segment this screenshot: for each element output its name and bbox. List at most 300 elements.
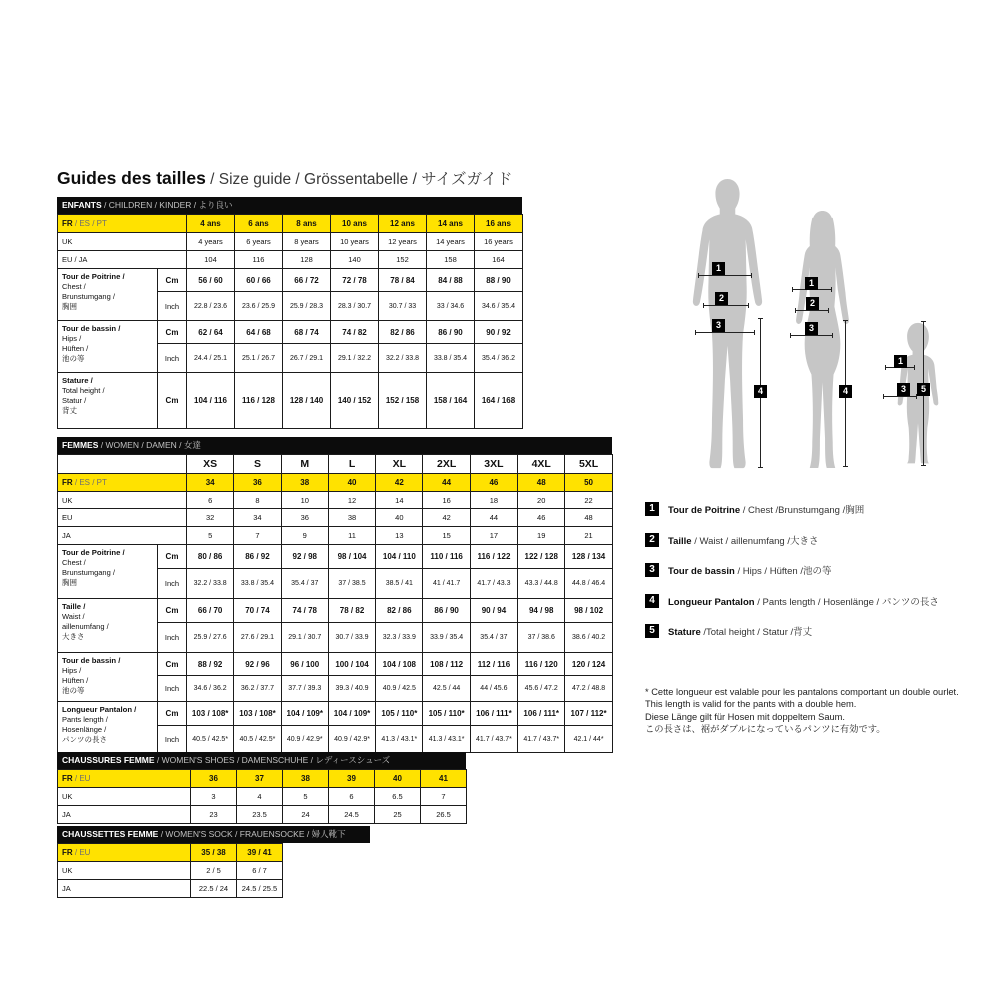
femmes-inch-value-cell: 34.6 / 36.2 <box>187 676 234 702</box>
enfants-row-label-cell: EU / JA <box>58 251 187 269</box>
child-chest-marker-badge: 1 <box>894 355 907 368</box>
femmes-value-cell: 42 <box>376 474 423 492</box>
enfants-measure-label-cell <box>58 321 158 373</box>
femmes-value-cell: 13 <box>376 527 423 545</box>
legend-label-main: Longueur Pantalon <box>668 596 755 608</box>
femmes-measure-cm-row <box>58 599 613 623</box>
femmes-value-cell: 9 <box>281 527 328 545</box>
femmes-value-cell: 38 <box>328 509 375 527</box>
legend-label <box>668 502 864 516</box>
chaussures-value-cell: 6.5 <box>375 788 421 806</box>
enfants-value-cell: 4 ans <box>187 215 235 233</box>
legend-label-main: Tour de bassin <box>668 566 735 577</box>
women-socks-subtitle: / WOMEN'S SOCK / FRAUENSOCKE / 婦人靴下 <box>158 829 346 839</box>
femmes-measure-label-line: Hüften / <box>62 676 89 686</box>
enfants-value-cell: 140 <box>331 251 379 269</box>
chaussettes-value-cell: 24.5 / 25.5 <box>237 880 283 898</box>
enfants-cm-value-cell: 78 / 84 <box>379 269 427 292</box>
footnote-line: * Cette longueur est valable pour les pantalons comportant un double ourlet. <box>645 687 959 697</box>
women-table <box>57 454 613 753</box>
femmes-size-name-cell: 4XL <box>518 455 565 474</box>
children-table-header <box>57 197 522 214</box>
femmes-cm-value-cell: 105 / 110* <box>376 702 423 726</box>
femmes-inch-value-cell: 47.2 / 48.8 <box>565 676 612 702</box>
enfants-inch-value-cell: 22.8 / 23.6 <box>187 292 235 321</box>
femmes-value-cell: 20 <box>518 492 565 509</box>
chaussures-row-uk <box>58 788 467 806</box>
enfants-value-cell: 4 years <box>187 233 235 251</box>
legend-label-rest: / Waist / aillenumfang /大きさ <box>691 535 819 547</box>
legend-number-badge: 5 <box>645 624 659 638</box>
femmes-inch-value-cell: 27.6 / 29.1 <box>234 623 281 653</box>
femmes-inch-value-cell: 39.3 / 40.9 <box>328 676 375 702</box>
femmes-value-cell: 32 <box>187 509 234 527</box>
femmes-cm-value-cell: 78 / 82 <box>328 599 375 623</box>
femmes-value-cell: 38 <box>281 474 328 492</box>
enfants-measure-label-line: 胸囲 <box>62 301 77 311</box>
chaussures-value-cell: 4 <box>237 788 283 806</box>
femmes-inch-value-cell: 38.5 / 41 <box>376 569 423 599</box>
femmes-value-cell: 16 <box>423 492 470 509</box>
chaussures-value-cell: 24 <box>283 806 329 824</box>
children-table <box>57 214 523 429</box>
unit-inch-cell: Inch <box>158 726 187 753</box>
enfants-inch-value-cell: 24.4 / 25.1 <box>187 344 235 373</box>
femmes-cm-value-cell: 106 / 111* <box>470 702 517 726</box>
legend-item-1 <box>645 502 939 516</box>
femmes-value-cell: 48 <box>518 474 565 492</box>
legend-item-2 <box>645 533 939 547</box>
women-shoes-table <box>57 752 467 824</box>
measurement-legend <box>645 502 939 655</box>
femmes-cm-value-cell: 80 / 86 <box>187 545 234 569</box>
femmes-row-fr <box>58 474 613 492</box>
femmes-cm-value-cell: 104 / 108 <box>376 653 423 676</box>
femmes-cm-value-cell: 66 / 70 <box>187 599 234 623</box>
chaussures-value-cell: 5 <box>283 788 329 806</box>
chaussures-value-cell: 23 <box>191 806 237 824</box>
enfants-row-uk <box>58 233 523 251</box>
woman-pants-marker-badge: 4 <box>839 385 852 398</box>
body-measurement-figure <box>655 170 975 482</box>
women-socks-grid <box>57 843 283 898</box>
femmes-inch-value-cell: 32.3 / 33.9 <box>376 623 423 653</box>
enfants-measure-cm-row <box>58 373 523 429</box>
enfants-inch-value-cell: 30.7 / 33 <box>379 292 427 321</box>
femmes-measure-label-cell <box>58 599 158 653</box>
legend-number-badge: 3 <box>645 563 659 577</box>
femmes-cm-value-cell: 128 / 134 <box>565 545 612 569</box>
femmes-value-cell: 50 <box>565 474 612 492</box>
femmes-cm-value-cell: 92 / 98 <box>281 545 328 569</box>
femmes-inch-value-cell: 45.6 / 47.2 <box>518 676 565 702</box>
chaussettes-row-ja <box>58 880 283 898</box>
femmes-cm-value-cell: 86 / 92 <box>234 545 281 569</box>
femmes-inch-value-cell: 41.7 / 43.7* <box>470 726 517 753</box>
femmes-value-cell: 21 <box>565 527 612 545</box>
femmes-size-name-cell: L <box>328 455 375 474</box>
femmes-cm-value-cell: 110 / 116 <box>423 545 470 569</box>
unit-cm-cell: Cm <box>158 653 187 676</box>
enfants-inch-value-cell: 26.7 / 29.1 <box>283 344 331 373</box>
enfants-cm-value-cell: 56 / 60 <box>187 269 235 292</box>
enfants-value-cell: 14 ans <box>427 215 475 233</box>
women-shoes-subtitle: / WOMEN'S SHOES / DAMENSCHUHE / レディースシューズ <box>154 755 391 765</box>
enfants-measure-label-cell <box>58 269 158 321</box>
enfants-value-cell: 16 years <box>475 233 523 251</box>
chaussures-row-label-cell <box>58 770 191 788</box>
femmes-size-name-cell: 5XL <box>565 455 612 474</box>
femmes-measure-cm-row <box>58 653 613 676</box>
femmes-cm-value-cell: 116 / 120 <box>518 653 565 676</box>
femmes-cm-value-cell: 120 / 124 <box>565 653 612 676</box>
woman-chest-marker-badge: 1 <box>805 277 818 290</box>
enfants-measure-label-line: Brunstumgang / <box>62 292 115 302</box>
chaussures-value-cell: 6 <box>329 788 375 806</box>
femmes-cm-value-cell: 96 / 100 <box>281 653 328 676</box>
femmes-value-cell: 22 <box>565 492 612 509</box>
femmes-cm-value-cell: 107 / 112* <box>565 702 612 726</box>
enfants-row-label-main: FR <box>62 219 73 228</box>
unit-inch-cell: Inch <box>158 676 187 702</box>
femmes-value-cell: 17 <box>470 527 517 545</box>
femmes-value-cell: 44 <box>423 474 470 492</box>
unit-inch-cell: Inch <box>158 569 187 599</box>
femmes-row-label-cell <box>58 474 187 492</box>
femmes-inch-value-cell: 37.7 / 39.3 <box>281 676 328 702</box>
enfants-value-cell: 8 years <box>283 233 331 251</box>
femmes-cm-value-cell: 105 / 110* <box>423 702 470 726</box>
women-size-table <box>57 437 613 753</box>
enfants-cm-value-cell: 84 / 88 <box>427 269 475 292</box>
man-pants-marker-badge: 4 <box>754 385 767 398</box>
enfants-cm-value-cell: 104 / 116 <box>187 373 235 429</box>
legend-item-3 <box>645 563 939 577</box>
enfants-value-cell: 14 years <box>427 233 475 251</box>
femmes-measure-label-line: Tour de Poitrine / <box>62 548 125 557</box>
legend-label-main: Tour de Poitrine <box>668 505 741 516</box>
legend-label <box>668 594 939 608</box>
enfants-value-cell: 116 <box>235 251 283 269</box>
enfants-value-cell: 16 ans <box>475 215 523 233</box>
femmes-row-label-cell: EU <box>58 509 187 527</box>
femmes-value-cell: 46 <box>518 509 565 527</box>
femmes-row-ja <box>58 527 613 545</box>
child-stature-marker-badge: 5 <box>917 383 930 396</box>
enfants-measure-label-line: Hüften / <box>62 344 89 354</box>
enfants-row-label-cell <box>58 215 187 233</box>
chaussettes-row-fr <box>58 844 283 862</box>
femmes-measure-label-line: Taille / <box>62 602 86 611</box>
enfants-inch-value-cell: 34.6 / 35.4 <box>475 292 523 321</box>
femmes-value-cell: 8 <box>234 492 281 509</box>
enfants-inch-value-cell: 35.4 / 36.2 <box>475 344 523 373</box>
femmes-inch-value-cell: 40.9 / 42.9* <box>328 726 375 753</box>
enfants-inch-value-cell: 23.6 / 25.9 <box>235 292 283 321</box>
chaussettes-row-uk <box>58 862 283 880</box>
legend-label-rest: / Pants length / Hosenlänge / パンツの長さ <box>754 596 939 608</box>
femmes-measure-label-line: 胸囲 <box>62 577 77 587</box>
femmes-measure-label-cell <box>58 702 158 753</box>
enfants-inch-value-cell: 25.9 / 28.3 <box>283 292 331 321</box>
enfants-cm-value-cell: 64 / 68 <box>235 321 283 344</box>
chaussettes-value-cell: 35 / 38 <box>191 844 237 862</box>
femmes-cm-value-cell: 98 / 102 <box>565 599 612 623</box>
chaussures-row-ja <box>58 806 467 824</box>
chaussettes-row-label-cell <box>58 844 191 862</box>
enfants-value-cell: 12 years <box>379 233 427 251</box>
femmes-cm-value-cell: 100 / 104 <box>328 653 375 676</box>
femmes-value-cell: 34 <box>234 509 281 527</box>
chaussettes-row-label-cell: UK <box>58 862 191 880</box>
enfants-cm-value-cell: 158 / 164 <box>427 373 475 429</box>
femmes-cm-value-cell: 104 / 109* <box>328 702 375 726</box>
femmes-inch-value-cell: 33.9 / 35.4 <box>423 623 470 653</box>
enfants-value-cell: 6 years <box>235 233 283 251</box>
femmes-value-cell: 42 <box>423 509 470 527</box>
enfants-value-cell: 158 <box>427 251 475 269</box>
page-title <box>57 167 513 189</box>
enfants-value-cell: 152 <box>379 251 427 269</box>
femmes-cm-value-cell: 104 / 110 <box>376 545 423 569</box>
femmes-inch-value-cell: 41 / 41.7 <box>423 569 470 599</box>
woman-hips-marker-badge: 3 <box>805 322 818 335</box>
enfants-measure-label-line: Hips / <box>62 334 82 344</box>
enfants-measure-label-line: 池の等 <box>62 353 85 363</box>
femmes-value-cell: 14 <box>376 492 423 509</box>
woman-waist-measure-line <box>795 310 829 311</box>
femmes-inch-value-cell: 42.1 / 44* <box>565 726 612 753</box>
femmes-inch-value-cell: 35.4 / 37 <box>281 569 328 599</box>
women-table-title: FEMMES <box>62 440 99 450</box>
children-table-subtitle: / CHILDREN / KINDER / より良い <box>101 200 233 210</box>
legend-label <box>668 533 818 547</box>
femmes-cm-value-cell: 88 / 92 <box>187 653 234 676</box>
enfants-measure-label-line: Stature / <box>62 376 93 385</box>
femmes-value-cell: 48 <box>565 509 612 527</box>
femmes-cm-value-cell: 70 / 74 <box>234 599 281 623</box>
unit-cm-cell: Cm <box>158 545 187 569</box>
femmes-value-cell: 40 <box>376 509 423 527</box>
femmes-measure-label-line: Chest / <box>62 558 86 568</box>
femmes-inch-value-cell: 37 / 38.5 <box>328 569 375 599</box>
femmes-cm-value-cell: 90 / 94 <box>470 599 517 623</box>
enfants-value-cell: 164 <box>475 251 523 269</box>
chaussures-row-label-cell: JA <box>58 806 191 824</box>
femmes-inch-value-cell: 40.5 / 42.5* <box>187 726 234 753</box>
chaussures-row-fr <box>58 770 467 788</box>
man-waist-marker-badge: 2 <box>715 292 728 305</box>
women-table-header <box>57 437 612 454</box>
femmes-inch-value-cell: 30.7 / 33.9 <box>328 623 375 653</box>
woman-silhouette <box>780 210 865 471</box>
chaussures-value-cell: 24.5 <box>329 806 375 824</box>
femmes-row-label-cell: UK <box>58 492 187 509</box>
chaussures-value-cell: 40 <box>375 770 421 788</box>
femmes-measure-label-line: Pants length / <box>62 715 108 725</box>
femmes-inch-value-cell: 41.3 / 43.1* <box>423 726 470 753</box>
femmes-value-cell: 19 <box>518 527 565 545</box>
enfants-inch-value-cell: 33.8 / 35.4 <box>427 344 475 373</box>
legend-item-4 <box>645 594 939 608</box>
unit-cm-cell: Cm <box>158 373 187 429</box>
enfants-value-cell: 8 ans <box>283 215 331 233</box>
enfants-value-cell: 128 <box>283 251 331 269</box>
man-hips-marker-badge: 3 <box>712 319 725 332</box>
chaussures-value-cell: 36 <box>191 770 237 788</box>
enfants-cm-value-cell: 164 / 168 <box>475 373 523 429</box>
femmes-inch-value-cell: 43.3 / 44.8 <box>518 569 565 599</box>
chaussettes-value-cell: 6 / 7 <box>237 862 283 880</box>
legend-label-rest: / Chest /Brunstumgang /胸囲 <box>740 505 865 516</box>
unit-cm-cell: Cm <box>158 702 187 726</box>
enfants-value-cell: 12 ans <box>379 215 427 233</box>
women-shoes-header <box>57 752 466 769</box>
femmes-measure-label-line: Hips / <box>62 666 82 676</box>
femmes-cm-value-cell: 108 / 112 <box>423 653 470 676</box>
femmes-cm-value-cell: 92 / 96 <box>234 653 281 676</box>
child-hips-marker-badge: 3 <box>897 383 910 396</box>
legend-item-5 <box>645 624 939 638</box>
femmes-value-cell: 7 <box>234 527 281 545</box>
enfants-cm-value-cell: 116 / 128 <box>235 373 283 429</box>
enfants-value-cell: 10 years <box>331 233 379 251</box>
enfants-inch-value-cell: 32.2 / 33.8 <box>379 344 427 373</box>
enfants-cm-value-cell: 88 / 90 <box>475 269 523 292</box>
femmes-value-cell: 36 <box>281 509 328 527</box>
chaussettes-value-cell: 2 / 5 <box>191 862 237 880</box>
enfants-inch-value-cell: 29.1 / 32.2 <box>331 344 379 373</box>
legend-number-badge: 1 <box>645 502 659 516</box>
enfants-cm-value-cell: 82 / 86 <box>379 321 427 344</box>
enfants-measure-label-line: Tour de bassin / <box>62 324 121 333</box>
femmes-value-cell: 11 <box>328 527 375 545</box>
unit-cm-cell: Cm <box>158 321 187 344</box>
femmes-cm-value-cell: 98 / 104 <box>328 545 375 569</box>
femmes-value-cell: 46 <box>470 474 517 492</box>
woman-hips-measure-line <box>790 335 833 336</box>
enfants-measure-label-line: Tour de Poitrine / <box>62 272 125 281</box>
femmes-inch-value-cell: 40.5 / 42.5* <box>234 726 281 753</box>
chaussettes-row-label-main: FR <box>62 848 73 857</box>
femmes-cm-value-cell: 74 / 78 <box>281 599 328 623</box>
chaussettes-row-label-cell: JA <box>58 880 191 898</box>
enfants-measure-label-line: 背丈 <box>62 405 77 415</box>
femmes-inch-value-cell: 44 / 45.6 <box>470 676 517 702</box>
legend-label-rest: /Total height / Statur /背丈 <box>700 627 813 638</box>
femmes-measure-label-line: Hosenlänge / <box>62 725 107 735</box>
footnote-line: This length is valid for the pants with a double hem. <box>645 699 857 710</box>
enfants-cm-value-cell: 68 / 74 <box>283 321 331 344</box>
femmes-size-name-cell: 2XL <box>423 455 470 474</box>
women-table-subtitle: / WOMEN / DAMEN / 女達 <box>98 440 201 450</box>
enfants-row-eu-ja <box>58 251 523 269</box>
femmes-cm-value-cell: 106 / 111* <box>518 702 565 726</box>
femmes-value-cell: 5 <box>187 527 234 545</box>
unit-inch-cell: Inch <box>158 292 187 321</box>
femmes-inch-value-cell: 32.2 / 33.8 <box>187 569 234 599</box>
man-chest-marker-badge: 1 <box>712 262 725 275</box>
enfants-measure-label-line: Chest / <box>62 282 86 292</box>
legend-label-rest: / Hips / Hüften /池の等 <box>734 566 832 577</box>
enfants-inch-value-cell: 28.3 / 30.7 <box>331 292 379 321</box>
femmes-cm-value-cell: 82 / 86 <box>376 599 423 623</box>
enfants-inch-value-cell: 33 / 34.6 <box>427 292 475 321</box>
femmes-measure-label-line: 池の等 <box>62 685 85 695</box>
enfants-measure-cm-row <box>58 269 523 292</box>
femmes-cm-value-cell: 116 / 122 <box>470 545 517 569</box>
chaussures-value-cell: 7 <box>421 788 467 806</box>
child-hips-measure-line <box>883 396 917 397</box>
femmes-size-name-cell: XS <box>187 455 234 474</box>
femmes-row-label-rest: / ES / PT <box>72 478 107 487</box>
femmes-measure-label-line: Waist / <box>62 612 85 622</box>
enfants-cm-value-cell: 62 / 64 <box>187 321 235 344</box>
femmes-cm-value-cell: 112 / 116 <box>470 653 517 676</box>
femmes-value-cell: 10 <box>281 492 328 509</box>
enfants-cm-value-cell: 90 / 92 <box>475 321 523 344</box>
children-table-title: ENFANTS <box>62 200 102 210</box>
femmes-cm-value-cell: 122 / 128 <box>518 545 565 569</box>
femmes-inch-value-cell: 37 / 38.6 <box>518 623 565 653</box>
enfants-cm-value-cell: 128 / 140 <box>283 373 331 429</box>
chaussures-value-cell: 26.5 <box>421 806 467 824</box>
femmes-row-label-main: FR <box>62 478 73 487</box>
femmes-value-cell: 15 <box>423 527 470 545</box>
woman-waist-marker-badge: 2 <box>806 297 819 310</box>
femmes-corner-cell <box>58 455 187 474</box>
femmes-size-name-cell: M <box>281 455 328 474</box>
women-shoes-title: CHAUSSURES FEMME <box>62 755 155 765</box>
double-hem-footnote <box>645 686 983 736</box>
femmes-inch-value-cell: 35.4 / 37 <box>470 623 517 653</box>
femmes-inch-value-cell: 41.7 / 43.7* <box>518 726 565 753</box>
footnote-line: この長さは、裾がダブルになっているパンツに有効です。 <box>645 724 886 735</box>
chaussures-value-cell: 38 <box>283 770 329 788</box>
chaussettes-value-cell: 22.5 / 24 <box>191 880 237 898</box>
enfants-row-label-rest: / ES / PT <box>72 219 107 228</box>
femmes-row-eu <box>58 509 613 527</box>
chaussures-row-label-main: FR <box>62 774 73 783</box>
footnote-line: Diese Länge gilt für Hosen mit doppeltem Saum. <box>645 711 845 722</box>
enfants-cm-value-cell: 152 / 158 <box>379 373 427 429</box>
femmes-measure-label-line: Tour de bassin / <box>62 656 121 665</box>
enfants-value-cell: 10 ans <box>331 215 379 233</box>
femmes-value-cell: 12 <box>328 492 375 509</box>
page-title-rest: / Size guide / Grössentabelle / サイズガイド <box>205 171 513 188</box>
femmes-measure-label-cell <box>58 545 158 599</box>
chaussures-row-label-rest: / EU <box>72 774 91 783</box>
femmes-inch-value-cell: 33.8 / 35.4 <box>234 569 281 599</box>
chaussures-row-label-cell: UK <box>58 788 191 806</box>
femmes-value-cell: 18 <box>470 492 517 509</box>
unit-inch-cell: Inch <box>158 623 187 653</box>
femmes-cm-value-cell: 86 / 90 <box>423 599 470 623</box>
legend-number-badge: 4 <box>645 594 659 608</box>
femmes-inch-value-cell: 44.8 / 46.4 <box>565 569 612 599</box>
femmes-inch-value-cell: 41.3 / 43.1* <box>376 726 423 753</box>
femmes-value-cell: 44 <box>470 509 517 527</box>
femmes-inch-value-cell: 38.6 / 40.2 <box>565 623 612 653</box>
chaussures-value-cell: 39 <box>329 770 375 788</box>
femmes-inch-value-cell: 42.5 / 44 <box>423 676 470 702</box>
femmes-measure-label-line: パンツの長さ <box>62 734 107 744</box>
femmes-size-names-row <box>58 455 613 474</box>
page-title-main: Guides des tailles <box>57 168 206 188</box>
chaussures-value-cell: 37 <box>237 770 283 788</box>
femmes-inch-value-cell: 36.2 / 37.7 <box>234 676 281 702</box>
enfants-measure-label-line: Total height / <box>62 386 105 396</box>
